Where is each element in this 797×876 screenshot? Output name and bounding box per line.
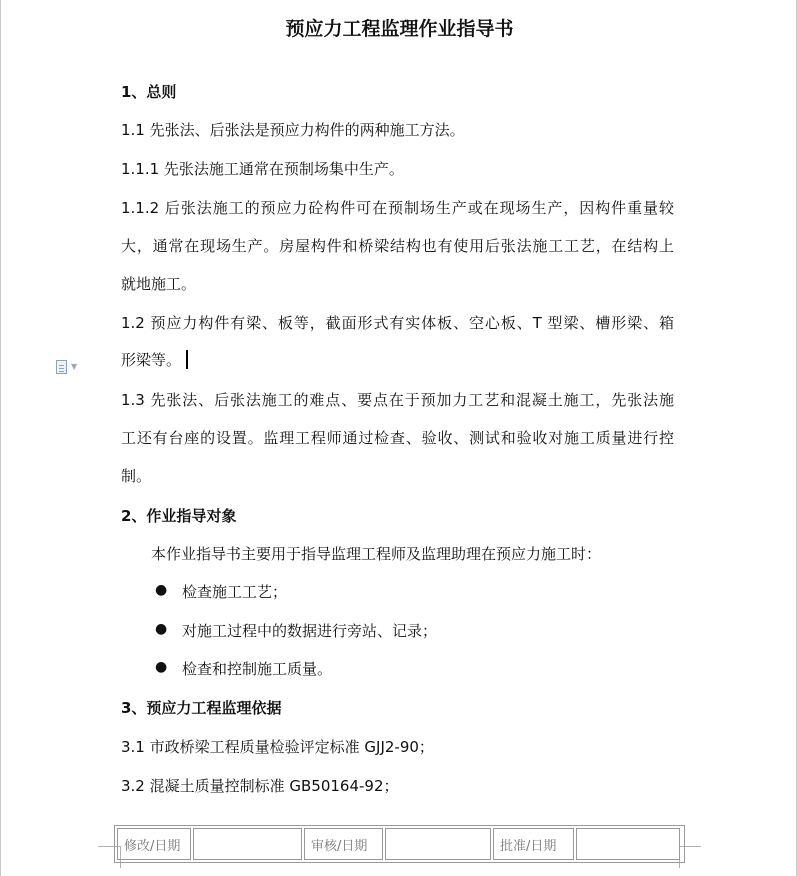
paragraph-3-1: 3.1 市政桥梁工程质量检验评定标准 GJJ2-90；	[121, 738, 434, 756]
bullet-item-3: 检查和控制施工质量。	[182, 660, 333, 678]
section-3-heading: 3、预应力工程监理依据	[121, 699, 282, 717]
paragraph-1-1: 1.1 先张法、后张法是预应力构件的两种施工方法。	[121, 121, 465, 139]
approve-value-cell[interactable]	[576, 828, 680, 860]
revise-label-cell: 修改/日期	[117, 828, 191, 860]
review-label-cell: 审核/日期	[304, 828, 383, 860]
section-2-heading: 2、作业指导对象	[121, 507, 237, 525]
paragraph-options-icon[interactable]	[56, 360, 82, 376]
bullet-item-1: 检查施工工艺；	[182, 583, 288, 601]
section-1-heading: 1、总则	[121, 83, 177, 101]
paragraph-1-2-line2: 形梁等。	[121, 351, 182, 369]
text-cursor	[186, 350, 188, 369]
document-icon	[56, 360, 67, 374]
paragraph-1-2-line1: 1.2 预应力构件有梁、板等，截面形式有实体板、空心板、T 型梁、槽形梁、箱	[121, 314, 674, 332]
paragraph-1-3-line3: 制。	[121, 467, 152, 485]
paragraph-1-1-1: 1.1.1 先张法施工通常在预制场集中生产。	[121, 160, 404, 178]
paragraph-1-3-line1: 1.3 先张法、后张法施工的难点、要点在于预加力工艺和混凝土施工，先张法施	[121, 391, 674, 409]
paragraph-1-1-2-line2: 大，通常在现场生产。房屋构件和桥梁结构也有使用后张法施工工艺，在结构上	[121, 237, 674, 255]
section-2-intro: 本作业指导书主要用于指导监理工程师及监理助理在预应力施工时：	[151, 545, 602, 563]
dropdown-arrow-icon: ▼	[71, 362, 78, 371]
paragraph-1-3-line2: 工还有台座的设置。监理工程师通过检查、验收、测试和验收对施工质量进行控	[121, 429, 674, 447]
signoff-table	[114, 825, 685, 863]
bullet-icon: ●	[155, 621, 168, 637]
bullet-icon: ●	[155, 659, 168, 675]
paragraph-1-1-2-line1: 1.1.2 后张法施工的预应力砼构件可在预制场生产或在现场生产，因构件重量较	[121, 199, 674, 217]
approve-label-cell: 批准/日期	[493, 828, 574, 860]
review-value-cell[interactable]	[385, 828, 491, 860]
paragraph-3-2: 3.2 混凝土质量控制标准 GB50164-92；	[121, 777, 399, 795]
paragraph-1-1-2-line3: 就地施工。	[121, 275, 197, 293]
document-title: 预应力工程监理作业指导书	[285, 18, 514, 40]
bullet-item-2: 对施工过程中的数据进行旁站、记录；	[182, 622, 438, 640]
revise-value-cell[interactable]	[193, 828, 302, 860]
bullet-icon: ●	[155, 582, 168, 598]
paragraph-1-2-line2-wrap[interactable]	[121, 349, 188, 370]
